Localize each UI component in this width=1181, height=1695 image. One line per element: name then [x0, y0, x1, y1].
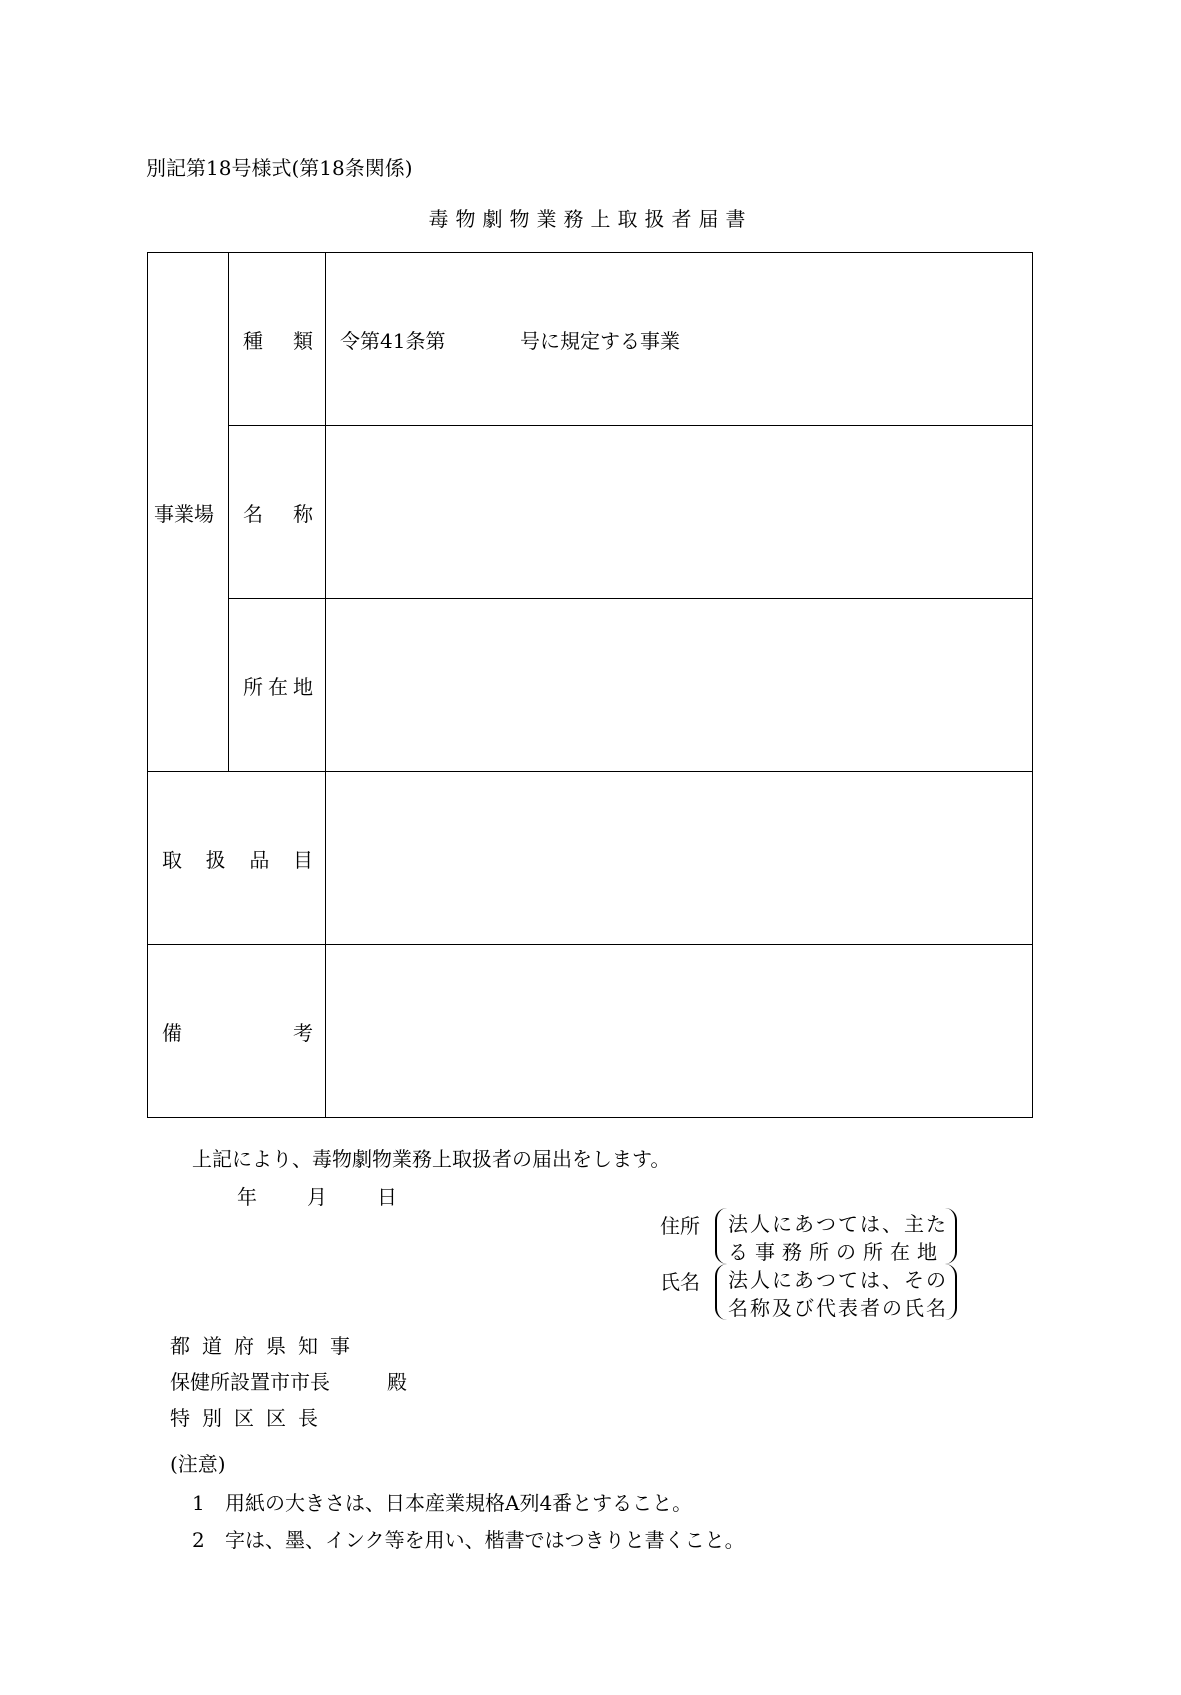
- location-label: 所 在 地: [229, 599, 326, 772]
- remarks-value-field[interactable]: [326, 945, 1033, 1118]
- address-note: 法人にあつては、主た る事務所の所在地: [728, 1212, 948, 1264]
- workplace-label: 事業場: [148, 253, 229, 772]
- addressee-block: [170, 1328, 407, 1436]
- kind-prefix: 令第41条第: [340, 328, 446, 353]
- notice-item: 1 用紙の大きさは、日本産業規格A列4番とすること。: [192, 1491, 693, 1515]
- notice-heading: (注意): [170, 1452, 226, 1476]
- form-title: 毒物劇物業務上取扱者届書: [428, 207, 753, 231]
- items-value-field[interactable]: [326, 772, 1033, 945]
- remarks-row: [148, 945, 1033, 1118]
- date-line: [237, 1181, 447, 1210]
- notice-item: 2 字は、墨、インク等を用い、楷書ではつきりと書くこと。: [192, 1528, 745, 1552]
- name-row: [148, 426, 1033, 599]
- name-label-applicant: 氏名: [660, 1270, 700, 1294]
- name-value-field[interactable]: [326, 426, 1033, 599]
- addressee-mayor: 保健所設置市市長: [170, 1370, 330, 1394]
- items-label: 取 扱 品 目: [148, 772, 326, 945]
- addressee-ward-chief: 特別区区長: [170, 1406, 330, 1430]
- name-note: 法人にあつては、その 名称及び代表者の氏名: [728, 1268, 948, 1320]
- date-day: 日: [377, 1185, 397, 1209]
- kind-value-field[interactable]: [326, 253, 1033, 426]
- form-number: 別記第18号様式(第18条関係): [146, 156, 413, 180]
- date-month: 月: [307, 1185, 327, 1209]
- statement-text: 上記により、毒物劇物業務上取扱者の届出をします。: [192, 1147, 671, 1171]
- date-year: 年: [237, 1185, 257, 1209]
- name-label: 名 称: [229, 426, 326, 599]
- addressee-honorific: 殿: [387, 1370, 407, 1394]
- kind-suffix: 号に規定する事業: [520, 328, 680, 353]
- address-label: 住所: [660, 1214, 700, 1238]
- remarks-label: 備 考: [148, 945, 326, 1118]
- addressee-governor: 都道府県知事: [170, 1334, 362, 1358]
- location-row: [148, 599, 1033, 772]
- location-value-field[interactable]: [326, 599, 1033, 772]
- items-row: [148, 772, 1033, 945]
- kind-row: [148, 253, 1033, 426]
- kind-label: 種 類: [229, 253, 326, 426]
- notification-table: [147, 252, 1033, 1118]
